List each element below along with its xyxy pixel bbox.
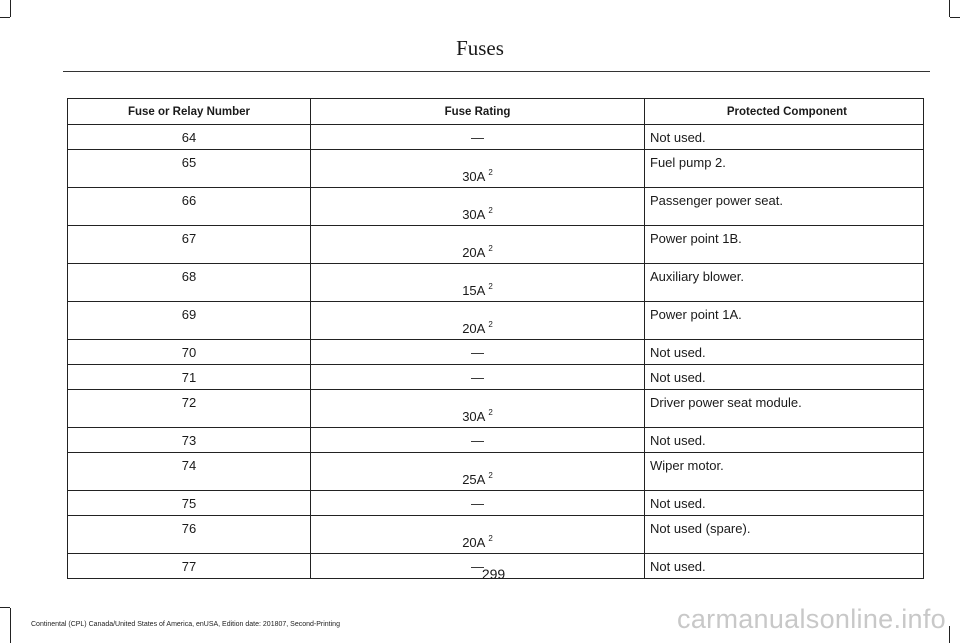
table-row (68, 302, 924, 340)
fuse-number-cell: 66 (68, 188, 311, 226)
fuse-number-cell: 72 (68, 390, 311, 428)
fuse-rating-value: 25A (462, 472, 486, 487)
footnote-marker: 2 (488, 244, 493, 253)
fuse-rating-value: 20A (462, 321, 486, 336)
fuse-rating-value: — (471, 129, 484, 145)
fuse-rating-value: — (471, 344, 484, 360)
table-row (68, 125, 924, 150)
protected-component-cell: Driver power seat module. (645, 390, 924, 428)
column-header-rating: Fuse Rating (311, 99, 645, 125)
protected-component-cell: Power point 1B. (645, 226, 924, 264)
fuse-rating-value: 20A (462, 535, 486, 550)
title-divider (63, 71, 930, 72)
fuse-number-cell: 67 (68, 226, 311, 264)
watermark: carmanualsonline.info (677, 604, 946, 634)
protected-component-cell: Wiper motor. (645, 453, 924, 491)
page-number: 299 (481, 566, 506, 582)
table-header-row (68, 99, 924, 125)
footnote-marker: 2 (488, 534, 493, 543)
fuse-number-cell: 76 (68, 516, 311, 554)
table-row (68, 264, 924, 302)
protected-component-cell: Passenger power seat. (645, 188, 924, 226)
fuse-number-cell: 65 (68, 150, 311, 188)
table-row (68, 491, 924, 516)
fuse-rating-cell (311, 150, 645, 188)
crop-mark (0, 607, 10, 608)
protected-component-cell: Not used. (645, 365, 924, 390)
table-row (68, 428, 924, 453)
fuse-number-cell: 69 (68, 302, 311, 340)
crop-mark (10, 0, 11, 17)
protected-component-cell: Not used. (645, 340, 924, 365)
footnote-marker: 2 (488, 282, 493, 291)
fuse-rating-value: 30A (462, 169, 486, 184)
fuse-rating-value: — (471, 495, 484, 511)
fuse-number-cell: 77 (68, 554, 311, 579)
fuse-rating-cell (311, 226, 645, 264)
fuse-number-cell: 70 (68, 340, 311, 365)
fuse-rating-cell (311, 453, 645, 491)
footnote-marker: 2 (488, 206, 493, 215)
table-row (68, 365, 924, 390)
fuse-rating-value: 20A (462, 245, 486, 260)
fuse-rating-value: 15A (462, 283, 486, 298)
fuse-number-cell: 68 (68, 264, 311, 302)
table-row (68, 226, 924, 264)
page-title: Fuses (456, 36, 504, 60)
table-row (68, 390, 924, 428)
fuse-rating-cell (311, 125, 645, 150)
fuse-number-cell: 74 (68, 453, 311, 491)
table-row (68, 516, 924, 554)
crop-mark (0, 17, 10, 18)
fuse-rating-value: 30A (462, 409, 486, 424)
fuse-rating-cell (311, 428, 645, 453)
footnote-marker: 2 (488, 408, 493, 417)
crop-mark (949, 626, 950, 643)
fuse-rating-value: 30A (462, 207, 486, 222)
fuse-number-cell: 64 (68, 125, 311, 150)
fuse-rating-value: — (471, 432, 484, 448)
table-row (68, 150, 924, 188)
crop-mark (949, 0, 950, 17)
protected-component-cell: Not used (spare). (645, 516, 924, 554)
footnote-marker: 2 (488, 471, 493, 480)
table-row (68, 188, 924, 226)
protected-component-cell: Fuel pump 2. (645, 150, 924, 188)
edition-footer: Continental (CPL) Canada/United States of America, enUSA, Edition date: 201807, Second-Printing (31, 621, 340, 628)
table-row (68, 340, 924, 365)
fuse-number-cell: 75 (68, 491, 311, 516)
fuse-rating-cell (311, 491, 645, 516)
fuse-rating-value: — (471, 558, 484, 574)
footnote-marker: 2 (488, 320, 493, 329)
fuse-number-cell: 73 (68, 428, 311, 453)
fuse-rating-cell (311, 390, 645, 428)
protected-component-cell: Not used. (645, 554, 924, 579)
fuse-rating-cell (311, 264, 645, 302)
fuse-rating-value: — (471, 369, 484, 385)
crop-mark (950, 17, 960, 18)
crop-mark (10, 608, 11, 643)
column-header-component: Protected Component (645, 99, 924, 125)
fuse-rating-cell (311, 340, 645, 365)
protected-component-cell: Not used. (645, 125, 924, 150)
fuse-rating-cell (311, 302, 645, 340)
protected-component-cell: Power point 1A. (645, 302, 924, 340)
protected-component-cell: Not used. (645, 428, 924, 453)
fuse-rating-cell (311, 188, 645, 226)
protected-component-cell: Not used. (645, 491, 924, 516)
fuse-rating-cell (311, 516, 645, 554)
fuse-rating-cell (311, 365, 645, 390)
fuse-table (67, 98, 924, 579)
protected-component-cell: Auxiliary blower. (645, 264, 924, 302)
fuse-number-cell: 71 (68, 365, 311, 390)
footnote-marker: 2 (488, 168, 493, 177)
column-header-number: Fuse or Relay Number (68, 99, 311, 125)
table-body (68, 125, 924, 579)
table-row (68, 453, 924, 491)
